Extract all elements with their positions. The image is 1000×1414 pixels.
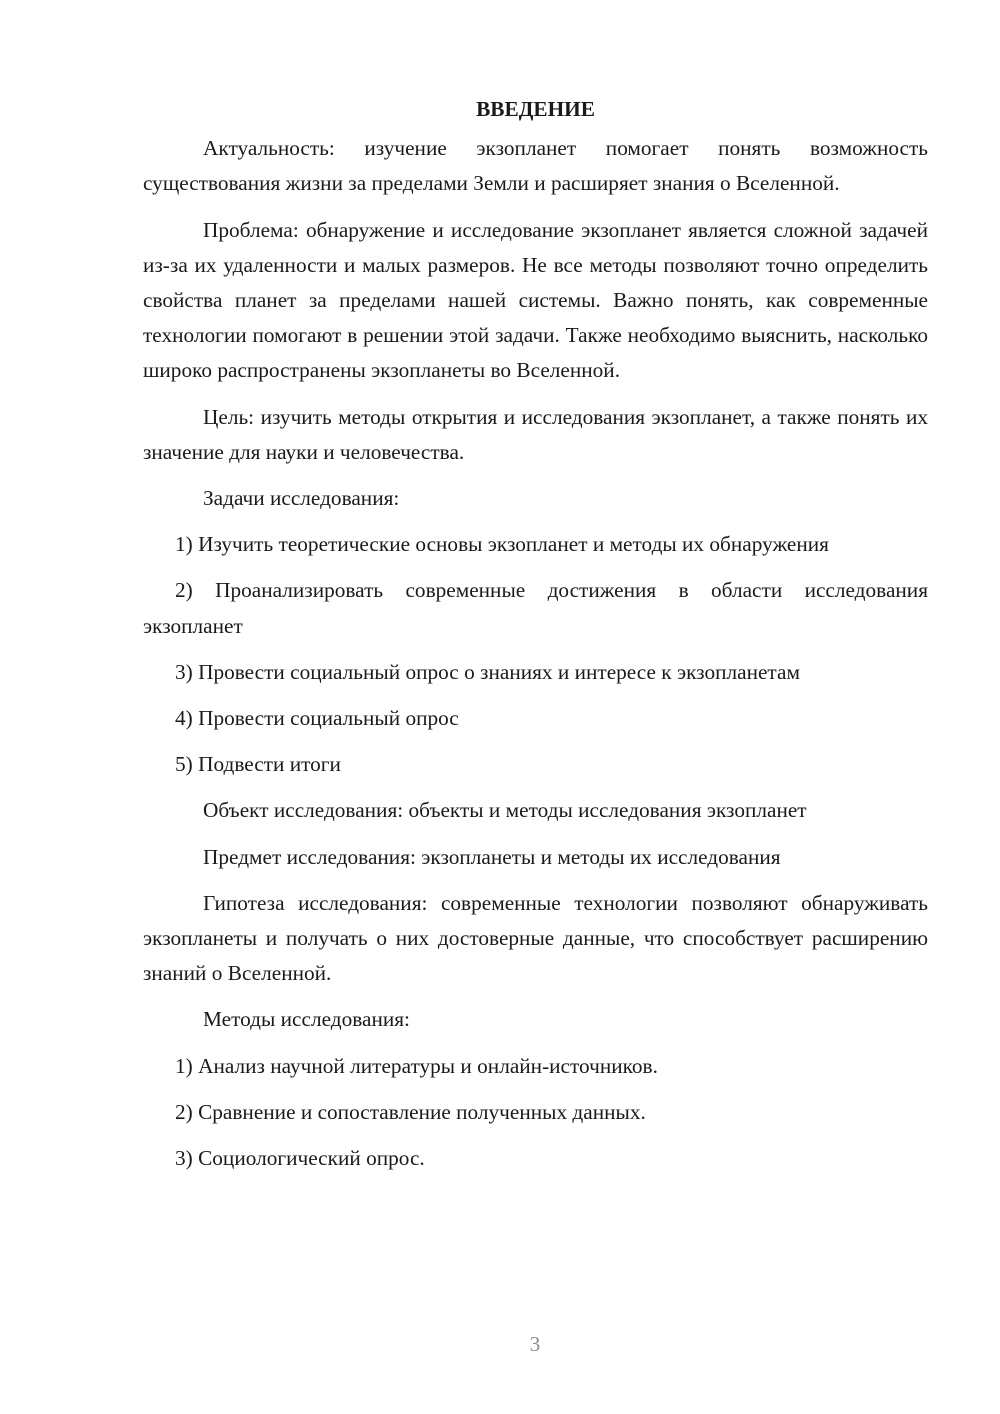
relevance-paragraph: Актуальность: изучение экзопланет помогает понять возможность существования жизни за пределами Земли и расширяет знания о Вселенной. bbox=[143, 136, 928, 196]
subject-paragraph: Предмет исследования: экзопланеты и методы их исследования bbox=[203, 844, 781, 869]
document-page bbox=[143, 92, 928, 1187]
method-item-2: 2) Сравнение и сопоставление полученных данных. bbox=[175, 1099, 646, 1124]
problem-paragraph: Проблема: обнаружение и исследование экзопланет является сложной задачей из-за их удаленности и малых размеров. Не все методы позволяют точно определить свойства планет за пределами нашей системы. Важно понять, как современные технологии помогают в решении этой задачи. Также необходимо выяснить, насколько широко распространены экзопланеты во Вселенной. bbox=[143, 217, 928, 383]
task-item-3: 3) Провести социальный опрос о знаниях и интересе к экзопланетам bbox=[175, 659, 800, 684]
task-item-4: 4) Провести социальный опрос bbox=[175, 706, 459, 731]
hypothesis-paragraph: Гипотеза исследования: современные технологии позволяют обнаруживать экзопланеты и получать о них достоверные данные, что способствует расширению знаний о Вселенной. bbox=[143, 890, 928, 986]
tasks-heading: Задачи исследования: bbox=[203, 486, 400, 511]
method-item-1: 1) Анализ научной литературы и онлайн-источников. bbox=[175, 1053, 658, 1078]
method-item-3: 3) Социологический опрос. bbox=[175, 1146, 425, 1171]
goal-paragraph: Цель: изучить методы открытия и исследования экзопланет, а также понять их значение для науки и человечества. bbox=[143, 404, 928, 464]
task-item-1: 1) Изучить теоретические основы экзопланет и методы их обнаружения bbox=[175, 532, 829, 557]
task-item-5: 5) Подвести итоги bbox=[175, 752, 341, 777]
task-item-2: 2) Проанализировать современные достижения в области исследования экзопланет bbox=[143, 578, 928, 638]
page-title: ВВЕДЕНИЕ bbox=[476, 97, 595, 121]
page-number: 3 bbox=[529, 1332, 541, 1356]
object-paragraph: Объект исследования: объекты и методы исследования экзопланет bbox=[203, 798, 807, 823]
methods-heading: Методы исследования: bbox=[203, 1007, 410, 1032]
